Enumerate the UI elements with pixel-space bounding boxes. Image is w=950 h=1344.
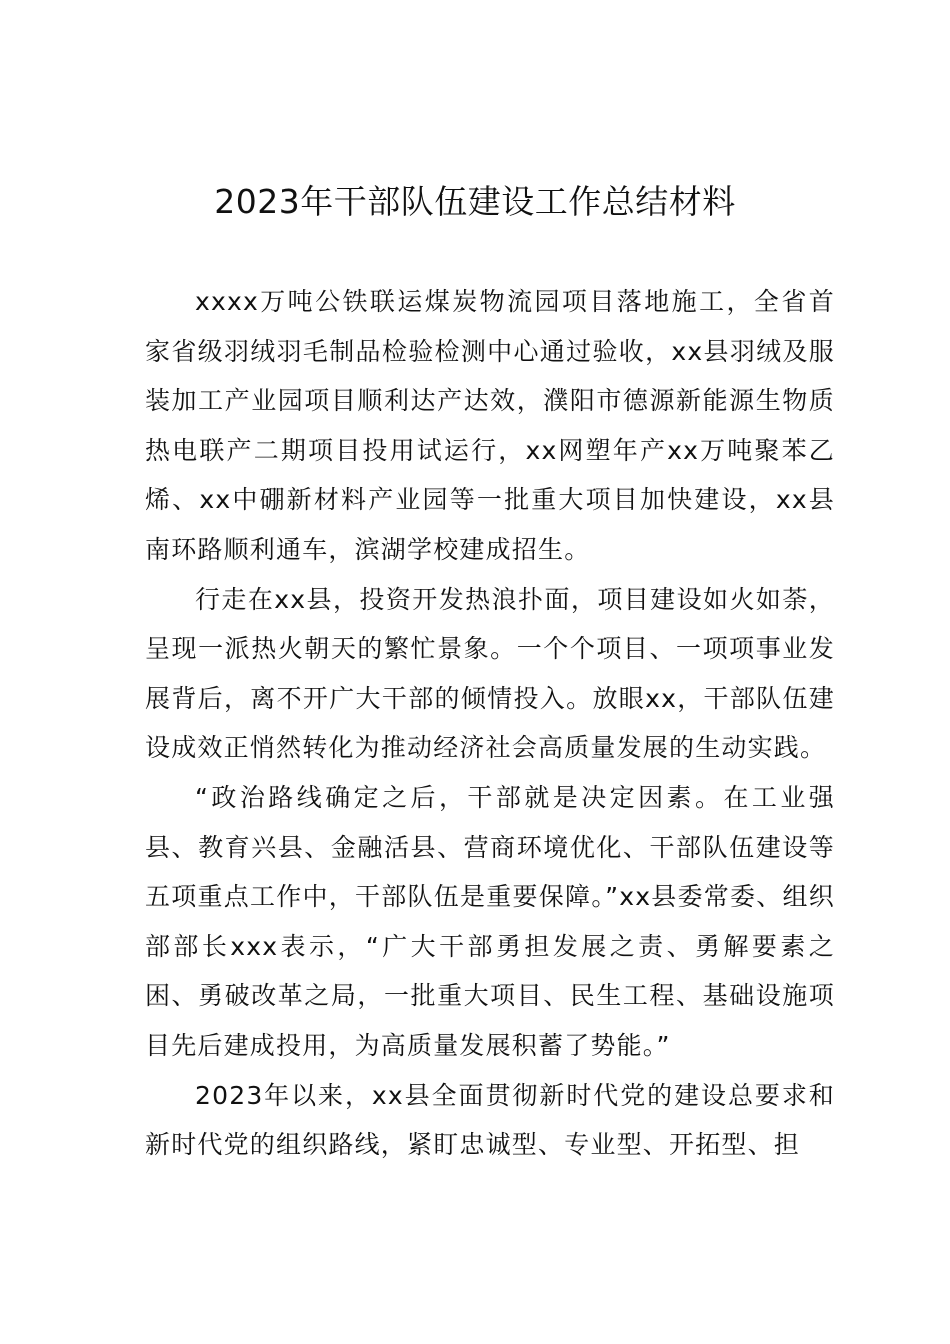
document-body [145,277,835,1170]
paragraph: 行走在xx县，投资开发热浪扑面，项目建设如火如荼，呈现一派热火朝天的繁忙景象。一个个项目、一项项事业发展背后，离不开广大干部的倾情投入。放眼xx，干部队伍建设成效正悄然转化为推动经济社会高质量发展的生动实践。 [145,584,835,763]
document-title: 2023年干部队伍建设工作总结材料 [214,182,736,221]
paragraph: 2023年以来，xx县全面贯彻新时代党的建设总要求和新时代党的组织路线，紧盯忠诚型、专业型、开拓型、担 [145,1080,835,1160]
paragraph: “政治路线确定之后，干部就是决定因素。在工业强县、教育兴县、金融活县、营商环境优化、干部队伍建设等五项重点工作中，干部队伍是重要保障。”xx县委常委、组织部部长xxx表示，“广大干部勇担发展之责、勇解要素之困、勇破改革之局，一批重大项目、民生工程、基础设施项目先后建成投用，为高质量发展积蓄了势能。” [145,782,835,1060]
paragraph: xxxx万吨公铁联运煤炭物流园项目落地施工，全省首家省级羽绒羽毛制品检验检测中心通过验收，xx县羽绒及服装加工产业园项目顺利达产达效，濮阳市德源新能源生物质热电联产二期项目投用试运行，xx网塑年产xx万吨聚苯乙烯、xx中硼新材料产业园等一批重大项目加快建设，xx县南环路顺利通车，滨湖学校建成招生。 [145,287,835,564]
